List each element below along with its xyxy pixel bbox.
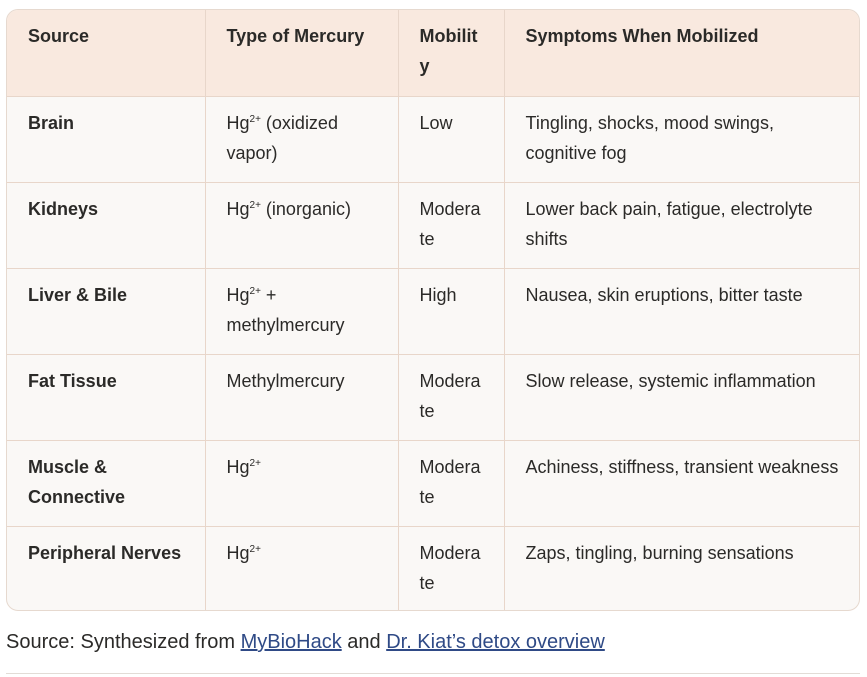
cell-mobility: Moderate (398, 182, 504, 268)
cell-symptoms: Lower back pain, fatigue, electrolyte shifts (504, 182, 859, 268)
cell-source: Fat Tissue (7, 354, 205, 440)
cell-source: Muscle & Connective (7, 440, 205, 526)
cell-type (205, 526, 398, 611)
cell-type (205, 182, 398, 268)
type-base: Hg (226, 198, 250, 219)
type-superscript: 2+ (249, 199, 261, 211)
table-row (7, 354, 859, 440)
type-base: Hg (226, 456, 250, 477)
cell-type (205, 96, 398, 182)
header-source: Source (7, 10, 205, 96)
cell-type (205, 354, 398, 440)
mybiohack-link[interactable]: MyBioHack (240, 631, 342, 653)
table-row (7, 526, 859, 611)
divider (6, 673, 860, 674)
cell-mobility: Moderate (398, 440, 504, 526)
dr-kiat-detox-link[interactable]: Dr. Kiat’s detox overview (386, 631, 605, 653)
table-row (7, 440, 859, 526)
table-header-row (7, 10, 859, 96)
cell-symptoms: Tingling, shocks, mood swings, cognitive fog (504, 96, 859, 182)
type-base: Hg (226, 112, 250, 133)
cell-mobility: Low (398, 96, 504, 182)
cell-mobility: Moderate (398, 526, 504, 611)
mercury-table-container (6, 9, 860, 611)
type-superscript: 2+ (249, 285, 261, 297)
cell-symptoms: Nausea, skin eruptions, bitter taste (504, 268, 859, 354)
header-type-of-mercury: Type of Mercury (205, 10, 398, 96)
type-base: Hg (226, 284, 250, 305)
table-row (7, 268, 859, 354)
type-superscript: 2+ (249, 113, 261, 125)
type-base: Methylmercury (226, 370, 345, 391)
cell-source: Kidneys (7, 182, 205, 268)
cell-symptoms: Zaps, tingling, burning sensations (525, 542, 794, 563)
cell-source: Liver & Bile (7, 268, 205, 354)
type-rest: (oxidized vapor) (226, 112, 338, 163)
cell-symptoms: Achiness, stiffness, transient weakness (504, 440, 859, 526)
cell-type (205, 440, 398, 526)
header-symptoms: Symptoms When Mobilized (504, 10, 859, 96)
caption-middle: and (341, 631, 387, 653)
type-rest: (inorganic) (260, 198, 351, 219)
cell-type (205, 268, 398, 354)
caption-prefix: Source: Synthesized from (6, 631, 241, 653)
type-superscript: 2+ (249, 457, 261, 469)
table-row (7, 182, 859, 268)
mercury-sources-table (7, 10, 859, 611)
header-mobility: Mobility (398, 10, 504, 96)
source-caption (6, 627, 605, 657)
cell-mobility: Moderate (398, 354, 504, 440)
cell-mobility: High (398, 268, 504, 354)
type-rest: + methylmercury (226, 284, 345, 335)
type-superscript: 2+ (249, 543, 261, 555)
type-base: Hg (226, 542, 250, 563)
cell-source: Brain (7, 96, 205, 182)
cell-symptoms: Slow release, systemic inflammation (504, 354, 859, 440)
table-row (7, 96, 859, 182)
cell-source: Peripheral Nerves (7, 526, 205, 611)
